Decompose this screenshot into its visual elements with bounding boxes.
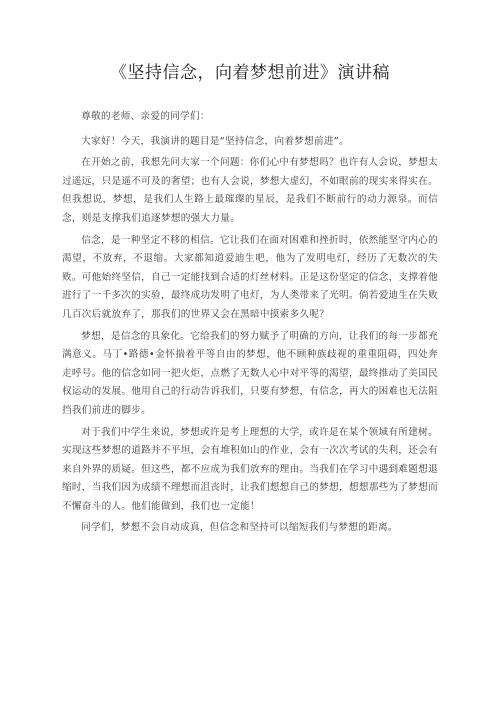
paragraph-belief: 信念，是一种坚定不移的相信。它让我们在面对困难和挫折时，依然能坚守内心的渴望，不放弃，不退缩。大家都知道爱迪生吧，他为了发明电灯，经历了无数次的失败。可他始终坚信，自己一定能找到合适的灯丝材料。正是这份坚定的信念，支撑着他进行了一千多次的实验，最终成功发明了电灯，为人类带来了光明。倘若爱迪生在失败几百次后就放弃了，那我们的世界又会在黑暗中摸索多久呢？ xyxy=(62,234,438,320)
paragraph-students: 对于我们中学生来说，梦想或许是考上理想的大学，或许是在某个领域有所建树。实现这些梦想的道路并不平坦，会有堆积如山的作业，会有一次次考试的失利，还会有来自外界的质疑。但这些，都不应成为我们放弃的理由。当我们在学习中遇到难题想退缩时，当我们因为成绩不理想而沮丧时，让我们想想自己的梦想，想想那些为了梦想而不懈奋斗的人。他们能做到，我们也一定能！ xyxy=(62,426,438,512)
paragraph-question: 在开始之前，我想先问大家一个问题：你们心中有梦想吗？也许有人会说，梦想太过遥远，只是遥不可及的奢望；也有人会说，梦想大虚幻，不如眼前的现实来得实在。但我想说，梦想，是我们人生路上最璀璨的星辰，是我们不断前行的动力源泉。而信念，则是支撑我们追逐梦想的强大力量。 xyxy=(62,157,438,224)
paragraph-dream: 梦想，是信念的具象化。它给我们的努力赋予了明确的方向，让我们的每一步都充满意义。马丁•路德•金怀揣着平等自由的梦想，他不顾种族歧视的重重阻碍，四处奔走呼号。他的信念如同一把火炬，点燃了无数人心中对平等的渴望，最终推动了美国民权运动的发展。他用自己的行动告诉我们，只要有梦想，有信念，再大的困难也无法阻挡我们前进的脚步。 xyxy=(62,330,438,416)
paragraph-greeting: 大家好！今天，我演讲的题目是“坚持信念，向着梦想前进”。 xyxy=(81,135,349,147)
paragraph-closing: 同学们，梦想不会自动成真，但信念和坚持可以缩短我们与梦想的距离。 xyxy=(81,522,398,534)
document-body xyxy=(62,108,438,538)
salutation: 尊敬的老师、亲爱的同学们： xyxy=(81,111,210,122)
document-title: 《坚持信念，向着梦想前进》演讲稿 xyxy=(110,63,390,83)
